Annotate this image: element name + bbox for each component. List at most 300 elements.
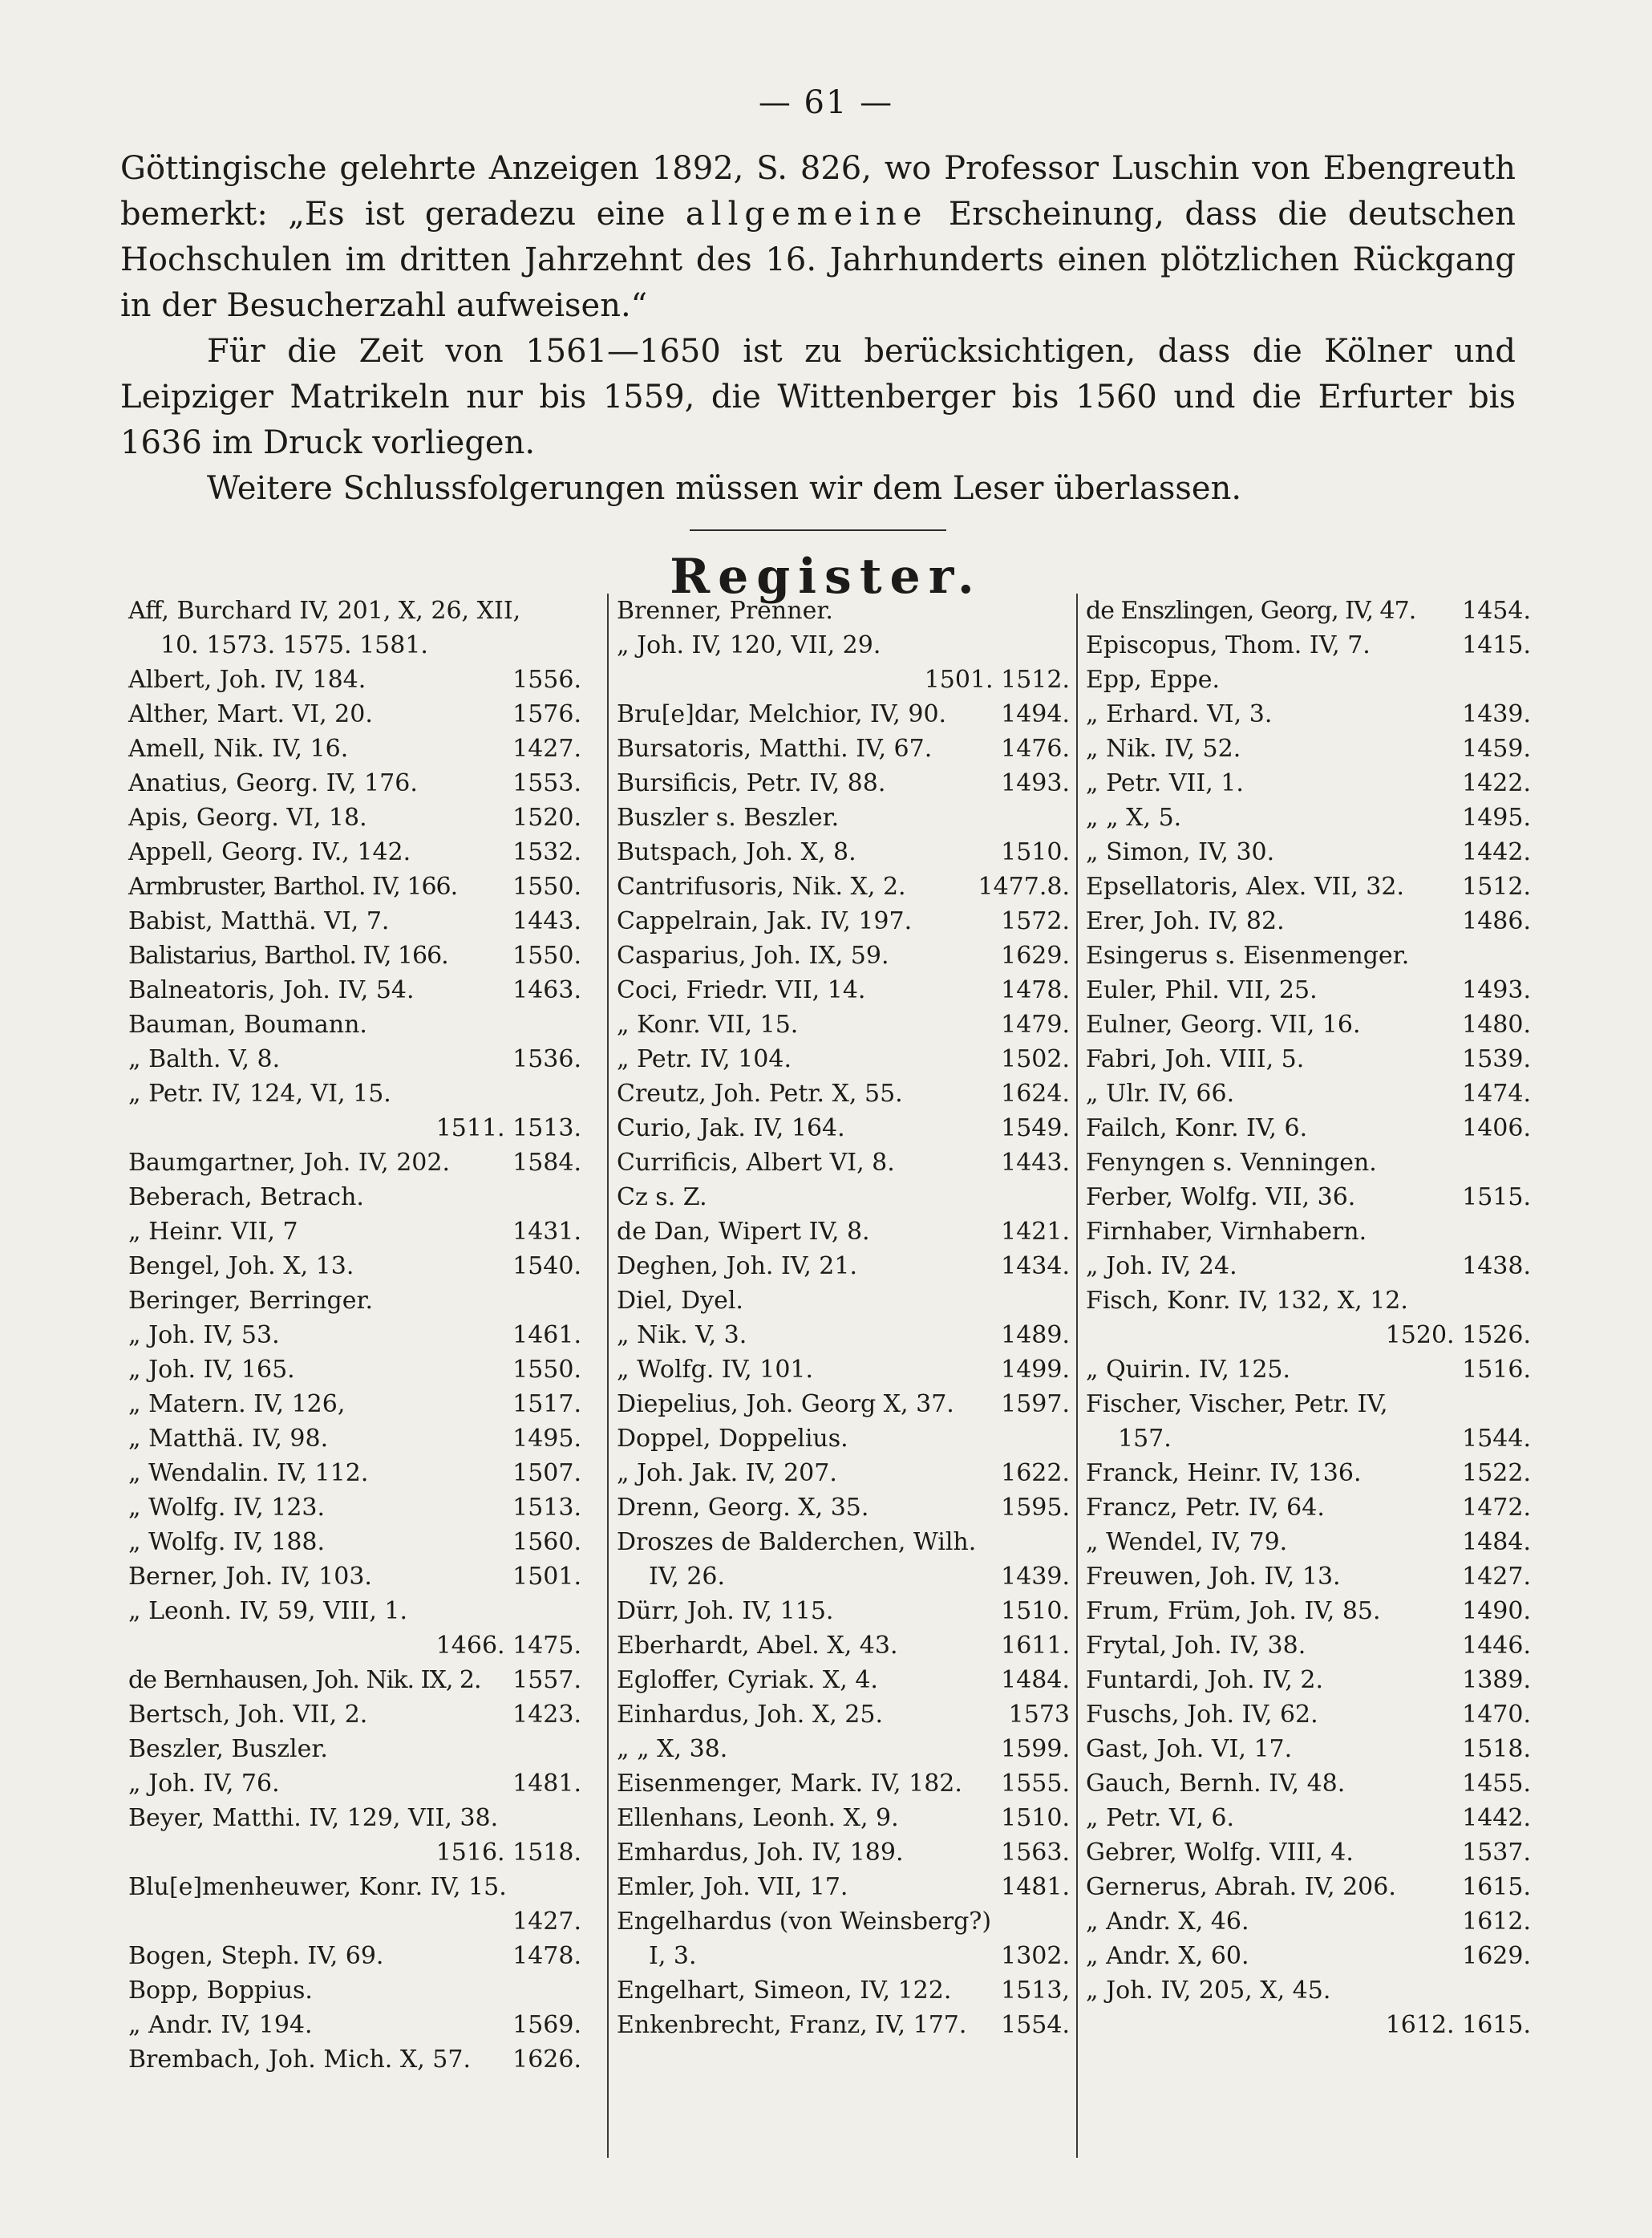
entry-text: de Bernhausen, Joh. Nik. IX, 2. [128,1666,481,1694]
entry-text: Bogen, Steph. IV, 69. [128,1942,384,1970]
entry-text: Ferber, Wolfg. VII, 36. [1086,1183,1356,1211]
register-entry [617,1180,1070,1214]
register-entry [128,939,581,973]
entry-text: Firnhaber, Virnhabern. [1086,1218,1367,1246]
entry-text: „ Heinr. VII, 7 [128,1218,298,1246]
register-entry [617,939,1070,973]
register-column-3 [1076,594,1531,2158]
entry-text: Emhardus, Joh. IV, 189. [617,1839,904,1867]
entry-year: 1517. [512,1390,581,1418]
entry-text: „ Matern. IV, 126, [128,1390,346,1418]
entry-text: Creutz, Joh. Petr. X, 55. [617,1080,903,1108]
entry-text: Epp, Eppe. [1086,666,1220,694]
entry-text: „ Ulr. IV, 66. [1086,1080,1235,1108]
register-entry [617,628,1070,663]
entry-text: Gebrer, Wolfg. VIII, 4. [1086,1839,1354,1867]
entry-text: de Enszlingen, Georg, IV, 47. [1086,597,1416,625]
register-entry [1086,1318,1531,1352]
entry-text: Frum, Früm, Joh. IV, 85. [1086,1597,1381,1625]
register-entry [617,1387,1070,1421]
register-entry [1086,904,1531,939]
entry-text: Fisch, Konr. IV, 132, X, 12. [1086,1287,1408,1315]
register-entry [128,1559,581,1594]
entry-text: „ Andr. X, 46. [1086,1908,1249,1936]
entry-year: 1439. [1462,700,1531,728]
entry-text: Bengel, Joh. X, 13. [128,1252,354,1280]
register-entry [128,1801,581,1835]
register-entry [128,628,581,663]
register-entry [617,1456,1070,1490]
entry-year: 1493. [1001,769,1070,797]
entry-text: Diel, Dyel. [617,1287,743,1315]
register-entry [128,1732,581,1766]
register-entry [1086,1111,1531,1145]
entry-year: 1474. [1462,1080,1531,1108]
entry-text: „ Joh. IV, 120, VII, 29. [617,631,881,659]
register-entry [128,663,581,697]
register-entry [617,1594,1070,1628]
register-entry [617,835,1070,870]
entry-year: 1415. [1462,631,1531,659]
entry-text: Appell, Georg. IV., 142. [128,838,411,866]
register-entry [617,1559,1070,1594]
entry-text: Eberhardt, Abel. X, 43. [617,1632,898,1660]
entry-year: 1489. [1001,1321,1070,1349]
register-entry [617,1663,1070,1697]
entry-text: „ Balth. V, 8. [128,1045,281,1073]
entry-text: I, 3. [649,1942,697,1970]
entry-text: „ Erhard. VI, 3. [1086,700,1273,728]
entry-year: 1513. [512,1494,581,1522]
entry-text: Currificis, Albert VI, 8. [617,1149,895,1177]
entry-text: Bursatoris, Matthi. IV, 67. [617,735,933,763]
entry-year: 1537. [1462,1839,1531,1867]
register-column-1 [128,594,581,2077]
entry-year: 1389. [1462,1666,1531,1694]
entry-text: Berner, Joh. IV, 103. [128,1563,372,1591]
entry-text: 10. 1573. 1575. 1581. [160,631,428,659]
register-entry [128,870,581,904]
entry-text: Egloffer, Cyriak. X, 4. [617,1666,878,1694]
entry-text: 1466. 1475. [435,1632,581,1660]
entry-year: 1480. [1462,1011,1531,1039]
register-entry [128,1352,581,1387]
register-entry [1086,1180,1531,1214]
entry-text: Episcopus, Thom. IV, 7. [1086,631,1371,659]
page-number: — 61 — [758,84,894,121]
entry-text: 1612. 1615. [1385,2011,1531,2039]
entry-year: 1406. [1462,1114,1531,1142]
entry-text: IV, 26. [649,1563,726,1591]
entry-text: Curio, Jak. IV, 164. [617,1114,845,1142]
register-entry [128,732,581,766]
register-entry [617,1111,1070,1145]
entry-year: 1442. [1462,1804,1531,1832]
intro-p1-emphasis: allgemeine [685,196,929,233]
register-entry [617,1697,1070,1732]
entry-text: „ Joh. IV, 205, X, 45. [1086,1976,1331,2005]
entry-text: Fenyngen s. Venningen. [1086,1149,1377,1177]
entry-text: „ Nik. IV, 52. [1086,735,1241,763]
register-entry [128,1249,581,1283]
register-entry [128,1456,581,1490]
entry-text: „ Andr. IV, 194. [128,2011,313,2039]
entry-year: 1512. [1462,873,1531,901]
entry-text: Esingerus s. Eisenmenger. [1086,942,1410,970]
entry-year: 1446. [1462,1632,1531,1660]
entry-year: 1472. [1462,1494,1531,1522]
register-entry [1086,1008,1531,1042]
register-entry [1086,1490,1531,1525]
entry-year: 1536. [512,1045,581,1073]
register-entry [1086,594,1531,628]
entry-text: Einhardus, Joh. X, 25. [617,1701,883,1729]
intro-p1-start: Göttingische gelehrte Anzeigen 1892, S. 826, wo Professor Luschin von Ebengreuth bemerkt: „Es ist geradezu eine [120,150,1516,233]
register-entry [128,1594,581,1628]
register-entry [1086,1766,1531,1801]
entry-text: Apis, Georg. VI, 18. [128,804,367,832]
entry-text: Gauch, Bernh. IV, 48. [1086,1770,1346,1798]
entry-year: 1493. [1462,976,1531,1004]
register-entry [128,1663,581,1697]
register-entry [617,1283,1070,1318]
register-column-2 [607,594,1070,2158]
register-entry [128,1697,581,1732]
register-entry [1086,1352,1531,1387]
entry-year: 1427. [1462,1563,1531,1591]
entry-text: 1501. 1512. [924,666,1070,694]
entry-year: 1490. [1462,1597,1531,1625]
register-entry [1086,1421,1531,1456]
entry-year: 1629. [1001,942,1070,970]
register-entry [617,1904,1070,1939]
entry-text: Franck, Heinr. IV, 136. [1086,1459,1362,1487]
entry-text: de Dan, Wipert IV, 8. [617,1218,870,1246]
entry-text: Diepelius, Joh. Georg X, 37. [617,1390,954,1418]
register-entry [128,1076,581,1111]
entry-year: 1584. [512,1149,581,1177]
register-entry [617,1939,1070,1973]
entry-year: 1478. [512,1942,581,1970]
entry-year: 1554. [1001,2011,1070,2039]
entry-year: 1576. [512,700,581,728]
register-entry [128,1525,581,1559]
entry-text: 1516. 1518. [435,1839,581,1867]
register-entry [1086,1594,1531,1628]
intro-paragraph-3: Weitere Schlussfolgerungen müssen wir dem Leser überlassen. [207,470,1242,507]
intro-paragraph-1 [120,146,1516,329]
register-entry [128,835,581,870]
register-entry [617,1214,1070,1249]
entry-year: 1550. [512,1356,581,1384]
register-entry [128,973,581,1008]
entry-year: 1612. [1462,1908,1531,1936]
register-entry [128,1939,581,1973]
entry-year: 1572. [1001,907,1070,935]
entry-text: Francz, Petr. IV, 64. [1086,1494,1325,1522]
entry-text: Eulner, Georg. VII, 16. [1086,1011,1361,1039]
entry-text: „ Petr. VI, 6. [1086,1804,1235,1832]
entry-text: „ Petr. IV, 124, VI, 15. [128,1080,391,1108]
entry-year: 1438. [1462,1252,1531,1280]
entry-year: 1549. [1001,1114,1070,1142]
register-entry [617,1076,1070,1111]
entry-year: 1522. [1462,1459,1531,1487]
entry-year: 1486. [1462,907,1531,935]
entry-text: Cantrifusoris, Nik. X, 2. [617,873,906,901]
entry-year: 1510. [1001,1597,1070,1625]
register-entry [617,1732,1070,1766]
intro-text [120,146,1516,512]
register-entry [1086,1076,1531,1111]
entry-text: Blu[e]menheuwer, Konr. IV, 15. [128,1873,507,1901]
entry-year: 1477.8. [978,873,1070,901]
register-entry [1086,663,1531,697]
register-entry [1086,1939,1531,1973]
entry-year: 1540. [512,1252,581,1280]
entry-text: Gast, Joh. VI, 17. [1086,1735,1293,1763]
entry-text: Freuwen, Joh. IV, 13. [1086,1563,1341,1591]
entry-year: 1481. [512,1770,581,1798]
entry-text: „ Wolfg. IV, 123. [128,1494,326,1522]
entry-year: 1553. [512,769,581,797]
register-entry [1086,1628,1531,1663]
entry-text: „ Quirin. IV, 125. [1086,1356,1291,1384]
entry-text: „ „ X, 38. [617,1735,728,1763]
register-entry [1086,835,1531,870]
entry-text: Bertsch, Joh. VII, 2. [128,1701,368,1729]
entry-year: 1515. [1462,1183,1531,1211]
entry-text: Ellenhans, Leonh. X, 9. [617,1804,899,1832]
entry-year: 1495. [512,1425,581,1453]
entry-text: Coci, Friedr. VII, 14. [617,976,866,1004]
register-entry [617,1870,1070,1904]
entry-text: Eisenmenger, Mark. IV, 182. [617,1770,962,1798]
register-entry [1086,1732,1531,1766]
register-entry [1086,1525,1531,1559]
entry-text: „ Konr. VII, 15. [617,1011,799,1039]
register-entry [617,904,1070,939]
entry-text: „ Leonh. IV, 59, VIII, 1. [128,1597,408,1625]
entry-year: 1434. [1001,1252,1070,1280]
entry-text: Gernerus, Abrah. IV, 206. [1086,1873,1396,1901]
entry-text: Alther, Mart. VI, 20. [128,700,373,728]
register-entry [1086,1904,1531,1939]
entry-text: „ Joh. Jak. IV, 207. [617,1459,837,1487]
entry-year: 1626. [512,2045,581,2074]
register-entry [1086,1456,1531,1490]
register-entry [617,1042,1070,1076]
register-entry [128,1387,581,1421]
intro-p1-end: Erscheinung, dass die deutschen Hochschulen im dritten Jahrzehnt des 16. Jahrhunderts einen plötzlichen Rückgang in der Besucherzahl aufweisen.“ [120,196,1516,324]
register-entry [617,1628,1070,1663]
entry-text: Epsellatoris, Alex. VII, 32. [1086,873,1405,901]
entry-year: 1520. [512,804,581,832]
entry-text: Buszler s. Beszler. [617,804,840,832]
register-entry [1086,1663,1531,1697]
entry-text: Bursificis, Petr. IV, 88. [617,769,886,797]
entry-year: 1454. [1462,597,1531,625]
entry-year: 1499. [1001,1356,1070,1384]
entry-year: 1513, [1001,1976,1070,2005]
entry-text: Euler, Phil. VII, 25. [1086,976,1318,1004]
entry-text: „ Joh. IV, 76. [128,1770,280,1798]
entry-text: Fuschs, Joh. IV, 62. [1086,1701,1318,1729]
register-entry [128,1870,581,1904]
register-entry [128,1214,581,1249]
entry-text: Cz s. Z. [617,1183,707,1211]
entry-text: Balistarius, Barthol. IV, 166. [128,942,448,970]
register-entry [617,1008,1070,1042]
register-entry [617,766,1070,801]
entry-year: 1439. [1001,1563,1070,1591]
entry-year: 1556. [512,666,581,694]
register-entry [617,1421,1070,1456]
entry-text: Brembach, Joh. Mich. X, 57. [128,2045,472,2074]
register-entry [128,904,581,939]
entry-text: Brenner, Prenner. [617,597,833,625]
entry-year: 1569. [512,2011,581,2039]
register-entry [617,801,1070,835]
entry-year: 1510. [1001,1804,1070,1832]
entry-text: 157. [1118,1425,1172,1453]
register-entry [128,1904,581,1939]
entry-text: „ Nik. V, 3. [617,1321,747,1349]
entry-text: Fabri, Joh. VIII, 5. [1086,1045,1305,1073]
entry-year: 1484. [1001,1666,1070,1694]
register-entry [617,1249,1070,1283]
entry-year: 1624. [1001,1080,1070,1108]
register-entry [1086,766,1531,801]
entry-text: Bopp, Boppius. [128,1976,313,2005]
register-entry [128,1042,581,1076]
entry-year: 1599. [1001,1735,1070,1763]
register-entry [617,973,1070,1008]
entry-year: 1431. [512,1218,581,1246]
entry-text: Balneatoris, Joh. IV, 54. [128,976,415,1004]
entry-year: 1476. [1001,735,1070,763]
register-entry [1086,870,1531,904]
entry-text: 1520. 1526. [1385,1321,1531,1349]
entry-year: 1532. [512,838,581,866]
entry-text: Bauman, Boumann. [128,1011,367,1039]
register-entry [1086,1042,1531,1076]
register-entry [1086,1283,1531,1318]
entry-text: Frytal, Joh. IV, 38. [1086,1632,1306,1660]
entry-text: Amell, Nik. IV, 16. [128,735,349,763]
entry-year: 1501. [512,1563,581,1591]
register-entry [1086,697,1531,732]
entry-year: 1484. [1462,1528,1531,1556]
entry-text: Drenn, Georg. X, 35. [617,1494,869,1522]
register-entry [1086,2008,1531,2042]
entry-text: „ Wendalin. IV, 112. [128,1459,369,1487]
entry-year: 1478. [1001,976,1070,1004]
entry-year: 1427. [512,735,581,763]
register-entry [617,732,1070,766]
intro-paragraph-2: Für die Zeit von 1561—1650 ist zu berücksichtigen, dass die Kölner und Leipziger Matrikeln nur bis 1559, die Wittenberger bis 1560 und die Erfurter bis 1636 im Druck vorliegen. [120,333,1516,461]
entry-year: 1422. [1462,769,1531,797]
entry-year: 1550. [512,942,581,970]
register-entry [1086,801,1531,835]
entry-year: 1495. [1462,804,1531,832]
entry-text: Aff, Burchard IV, 201, X, 26, XII, [128,597,521,625]
entry-year: 1518. [1462,1735,1531,1763]
entry-text: Emler, Joh. VII, 17. [617,1873,848,1901]
register-entry [128,1145,581,1180]
entry-year: 1442. [1462,838,1531,866]
register-entry [1086,1697,1531,1732]
entry-text: Albert, Joh. IV, 184. [128,666,366,694]
entry-year: 1507. [512,1459,581,1487]
register-entry [128,766,581,801]
entry-year: 1302. [1001,1942,1070,1970]
entry-text: Cappelrain, Jak. IV, 197. [617,907,913,935]
entry-text: Fischer, Vischer, Petr. IV, [1086,1390,1388,1418]
register-entry [617,1352,1070,1387]
register-entry [1086,1145,1531,1180]
entry-text: Beringer, Berringer. [128,1287,374,1315]
register-entry [1086,1387,1531,1421]
entry-year: 1516. [1462,1356,1531,1384]
register-entry [1086,1835,1531,1870]
entry-year: 1629. [1462,1942,1531,1970]
register-entry [1086,1559,1531,1594]
entry-text: Engelhart, Simeon, IV, 122. [617,1976,952,2005]
entry-text: 1427. [512,1908,581,1936]
entry-year: 1539. [1462,1045,1531,1073]
register-entry [128,594,581,628]
register-entry [617,1766,1070,1801]
register-entry [128,801,581,835]
entry-text: Doppel, Doppelius. [617,1425,848,1453]
entry-year: 1461. [512,1321,581,1349]
entry-year: 1555. [1001,1770,1070,1798]
register-entry [1086,1801,1531,1835]
entry-year: 1421. [1001,1218,1070,1246]
register-entry [128,2008,581,2042]
entry-year: 1459. [1462,735,1531,763]
register-entry [1086,1214,1531,1249]
entry-year: 1595. [1001,1494,1070,1522]
entry-text: Erer, Joh. IV, 82. [1086,907,1285,935]
register-entry [617,1525,1070,1559]
register-entry [128,1111,581,1145]
entry-text: „ Joh. IV, 53. [128,1321,280,1349]
entry-text: Baumgartner, Joh. IV, 202. [128,1149,451,1177]
register-entry [617,1490,1070,1525]
register-entry [1086,939,1531,973]
entry-text: Droszes de Balderchen, Wilh. [617,1528,977,1556]
entry-text: Casparius, Joh. IX, 59. [617,942,889,970]
entry-text: Bru[e]dar, Melchior, IV, 90. [617,700,947,728]
register-entry [128,2042,581,2077]
entry-text: Babist, Matthä. VI, 7. [128,907,390,935]
entry-text: Engelhardus (von Weinsberg?) [617,1908,992,1936]
register-entry [617,663,1070,697]
entry-text: „ Joh. IV, 24. [1086,1252,1237,1280]
entry-text: Enkenbrecht, Franz, IV, 177. [617,2011,967,2039]
entry-text: „ Wendel, IV, 79. [1086,1528,1288,1556]
register-entry [617,1145,1070,1180]
entry-text: Failch, Konr. IV, 6. [1086,1114,1308,1142]
entry-text: „ Matthä. IV, 98. [128,1425,329,1453]
entry-text: Beszler, Buszler. [128,1735,328,1763]
entry-text: Funtardi, Joh. IV, 2. [1086,1666,1324,1694]
entry-year: 1481. [1001,1873,1070,1901]
entry-text: Armbruster, Barthol. IV, 166. [128,873,458,901]
entry-year: 1550. [512,873,581,901]
